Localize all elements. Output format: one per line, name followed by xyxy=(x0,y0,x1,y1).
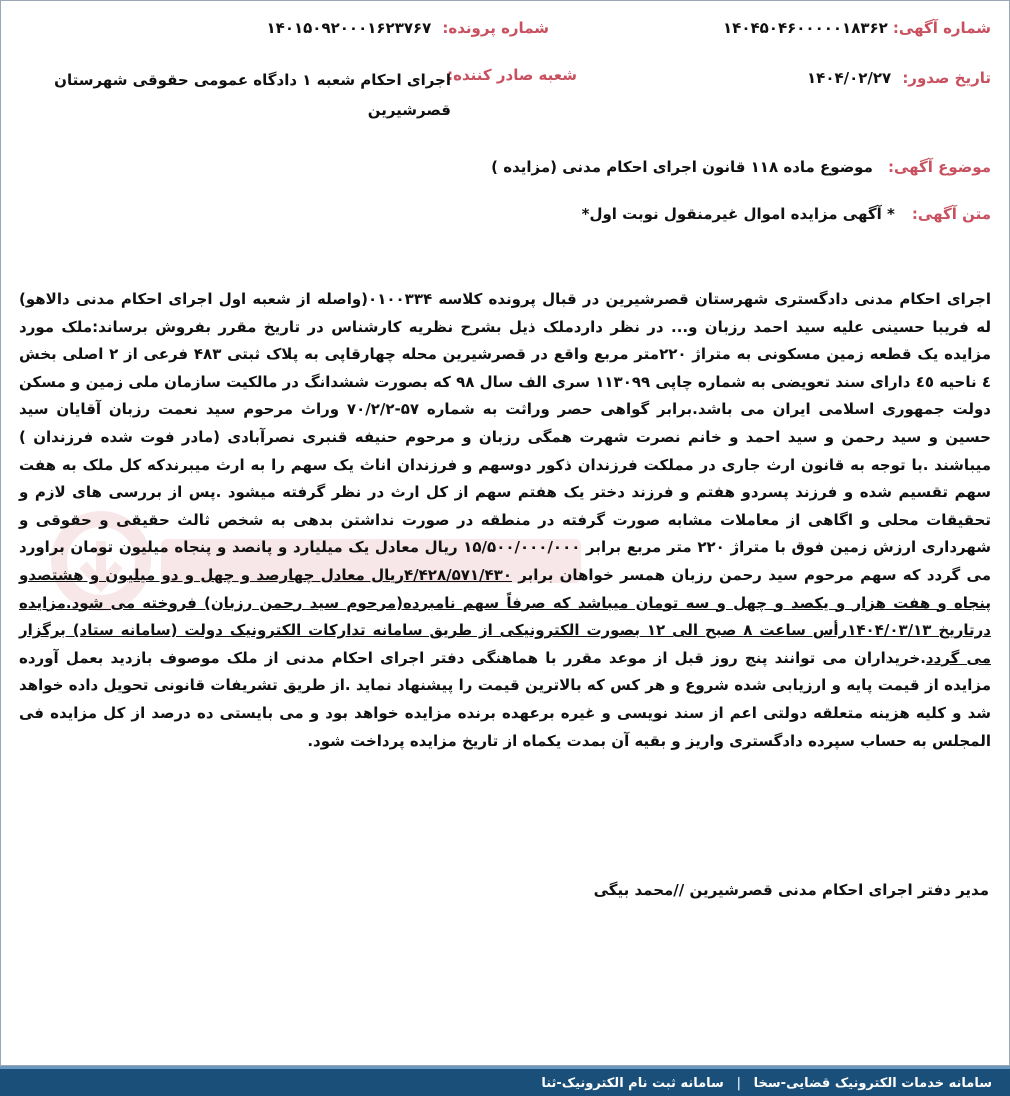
subject xyxy=(491,157,991,176)
footer-bar xyxy=(0,1066,1010,1096)
body-underlined: ۴/۴۲۸/۵۷۱/۴۳۰ریال معادل چهارصد و چهل و دو میلیون و هشتصدو پنجاه و هفت هزار و یکصد و چهل و سه تومان میباشد که صرفاً سهم نامبرده(مرحوم سید رحمن رزبان) فروخته می شود.مزایده درتاریخ ۱۴۰۴/۰۳/۱۳رأس ساعت ۸ صبح الی ۱۲ بصورت الکترونیکی از طریق سامانه تدارکات الکترونیک دولت (سامانه ستاد) برگزار می گردد xyxy=(19,565,992,667)
subject-value: موضوع ماده ۱۱۸ قانون اجرای احکام مدنی (مزایده ) xyxy=(491,158,873,176)
issuer-label-wrap xyxy=(433,65,577,84)
ad-number xyxy=(723,18,991,37)
issuer-line2: قصرشیرین xyxy=(367,101,451,119)
footer-link-sana[interactable]: سامانه ثبت نام الکترونیک-ثنا xyxy=(541,1076,724,1091)
case-number-value: ۱۴۰۱۵۰۹۲۰۰۰۱۶۲۳۷۶۷ xyxy=(266,19,432,37)
signature: مدیر دفتر اجرای احکام مدنی قصرشیرین //محمد بیگی xyxy=(593,881,989,899)
ad-number-label: شماره آگهی: xyxy=(892,19,991,37)
issuer-label: شعبه صادر کننده: xyxy=(447,66,577,84)
text-label: متن آگهی: xyxy=(911,205,991,223)
footer-link-sakha[interactable]: سامانه خدمات الکترونیک قضایی-سخا xyxy=(753,1076,992,1091)
body-part1: اجرای احکام مدنی دادگستری شهرستان قصرشیرین در قبال پرونده کلاسه ۰۱۰۰۳۳۴(واصله از شعبه اول اجرای احکام مدنی دالاهو) له فریبا حسینی علیه سید احمد رزبان و... در نظر داردملک ذیل بشرح نظریه کارشناس در تاریخ مقرر بفروش برساند:ملک مورد مزایده یک قطعه زمین مسکونی به متراژ ۲۲۰متر مربع واقع در قصرشیرین محله چهارقاپی به پلاک ثبتی ۴۸۳ فرعی از ۲ اصلی بخش ٤ ناحیه ٤٥ دارای سند تعویضی به شماره چاپی ۱۱۳۰۹۹ سری الف سال ۹۸ که بصورت ششدانگ در مالکیت سازمان ملی زمین و مسکن دولت جمهوری اسلامی ایران می باشد.برابر گواهی حصر وراثت به شماره ۵۷-۷۰/۲/۲ وراث مرحوم سید نعمت رزبان آقایان سید حسین و سید رحمن و سید احمد و خانم نصرت شهرت همگی رزبان و مرحوم حنیفه قنبری نصرآبادی (مادر فوت شده فرزندان ) میباشند .با توجه به قانون ارث جاری در مملکت فرزندان ذکور دوسهم و فرزندان اناث یک سهم را به ارث میبرندکه کل ملک به هفت سهم تقسیم شده و فرزند پسردو هفتم و فرزند دختر یک هفتم سهم از کل ارث در نظر گرفته میشود .پس از بررسی های لازم و تحقیقات محلی و اگاهی از معاملات مشابه صورت گرفته در منطقه در صورت نداشتن بدهی به شخص ثالث حقیقی و حقوقی و شهرداری ارزش زمین فوق با متراژ ۲۲۰ متر مربع برابر ۱۵/۵۰۰/۰۰۰/۰۰۰ ریال معادل یک میلیارد و پانصد و پنجاه میلیون تومان براورد می گردد که سهم مرحوم سید رحمن رزبان همسر خواهان برابر xyxy=(19,290,992,584)
case-number xyxy=(267,18,549,37)
notice-paragraph xyxy=(19,286,991,755)
issue-date xyxy=(807,68,991,87)
footer-links xyxy=(541,1073,992,1095)
subject-label: موضوع آگهی: xyxy=(887,158,991,176)
case-number-label: شماره پرونده: xyxy=(442,19,549,37)
text-title: * آگهی مزایده اموال غیرمنقول نوبت اول* xyxy=(581,205,895,223)
text-heading xyxy=(582,204,991,223)
issue-date-value: ۱۴۰۴/۰۲/۲۷ xyxy=(807,69,892,87)
issue-date-label: تاریخ صدور: xyxy=(902,69,991,87)
issuer xyxy=(21,65,451,125)
notice-body xyxy=(19,286,991,755)
ad-number-value: ۱۴۰۴۵۰۴۶۰۰۰۰۰۱۸۳۶۲ xyxy=(723,19,888,37)
issuer-line1: اجرای احکام شعبه ۱ دادگاه عمومی حقوقی شهرستان xyxy=(54,71,451,89)
footer-separator: | xyxy=(736,1076,742,1091)
body-part2: .خریداران می توانند پنج روز قبل از موعد مقرر با هماهنگی دفتر اجرای احکام مدنی از ملک موصوف بازدید بعمل آورده مزایده از قیمت پایه و ارزیابی شده شروع و هر کس که بالاترین قیمت را پیشنهاد نماید .از طریق تشریفات قانونی تحویل داده خواهد شد و کلیه هزینه متعلقه دولتی اعم از سند نویسی و غیره برعهده برنده مزایده خواهد بود و می بایستی ده درصد از کل مزایده فی المجلس به حساب سپرده دادگستری واریز و بقیه آن بمدت یکماه از تاریخ مزایده پرداخت شود. xyxy=(19,648,991,750)
